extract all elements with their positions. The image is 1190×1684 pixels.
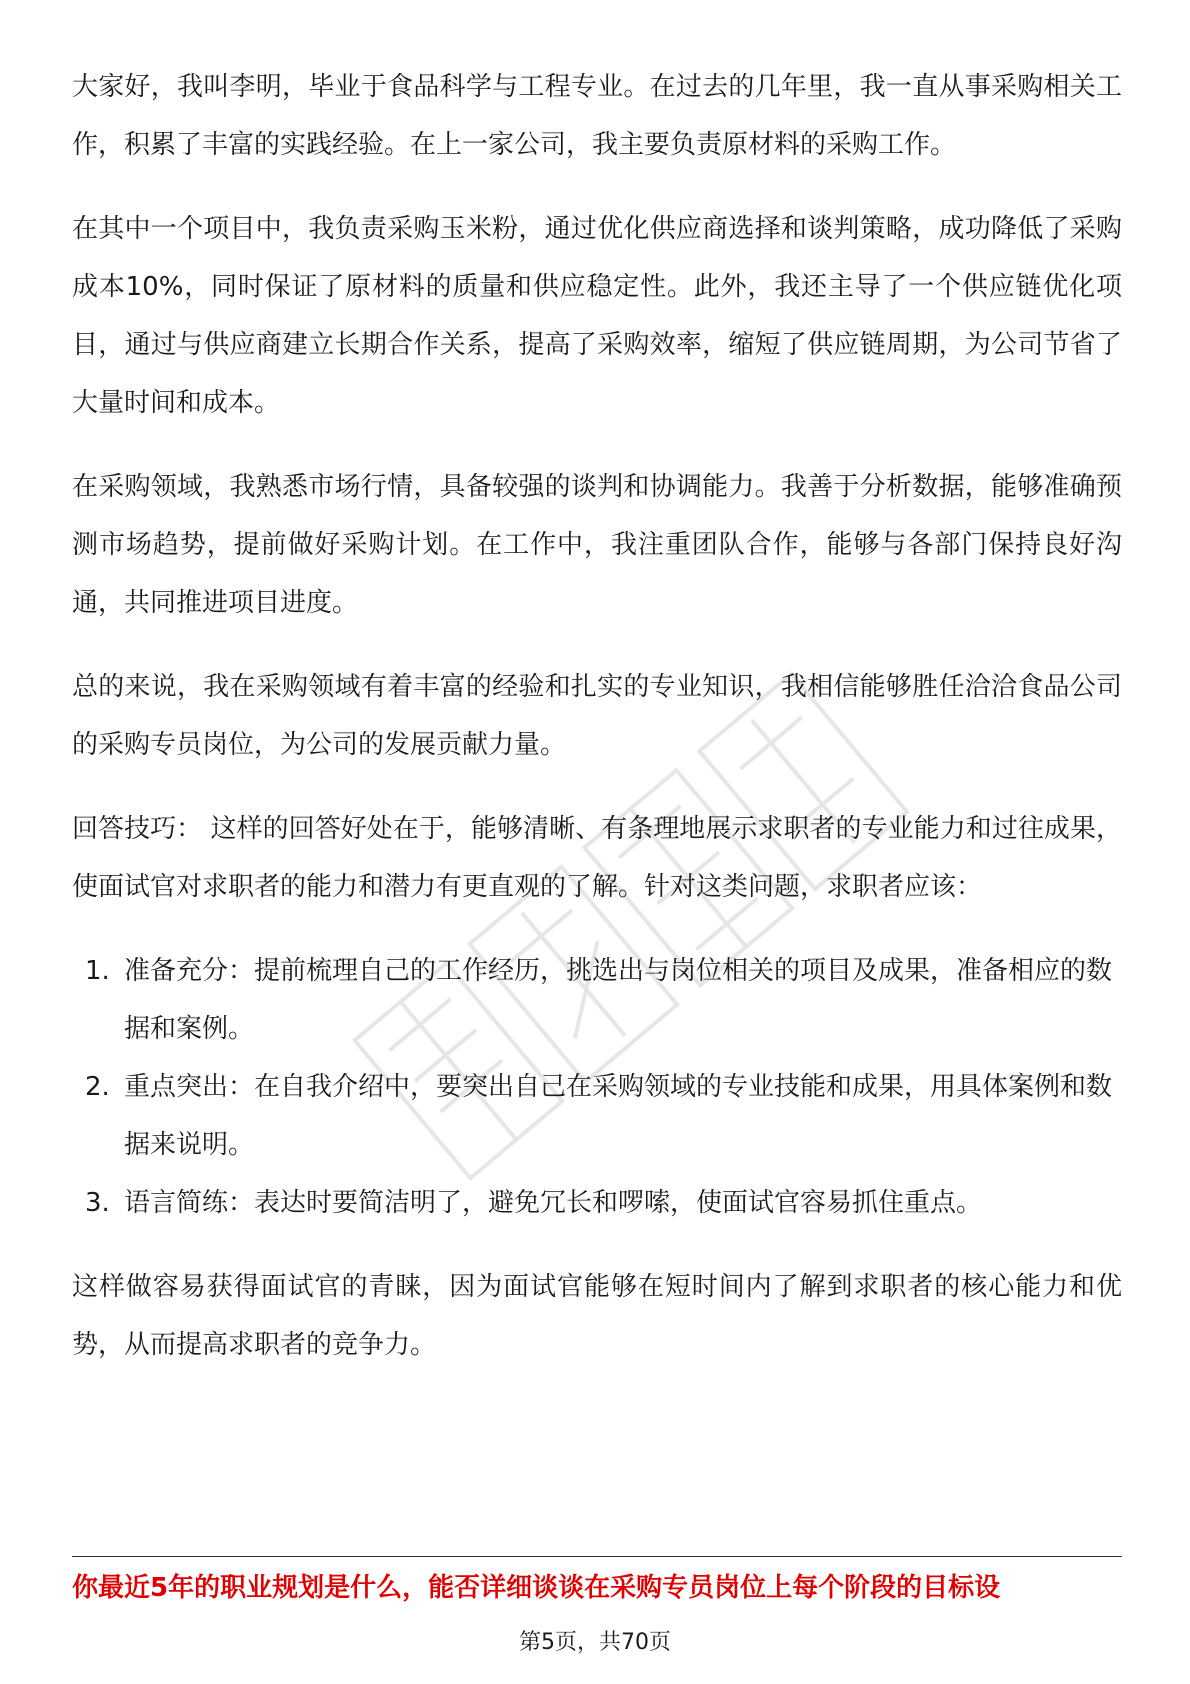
page-footer: 第5页，共70页	[519, 1630, 671, 1655]
list-item	[72, 942, 1122, 1058]
list-item-text: 语言简练：表达时要简洁明了，避免冗长和啰嗦，使面试官容易抓住重点。	[124, 1188, 983, 1218]
list-item-text: 准备充分：提前梳理自己的工作经历，挑选出与岗位相关的项目及成果，准备相应的数据和案例。	[124, 956, 1113, 1044]
list-item-number: 3.	[85, 1188, 110, 1218]
paragraph-tips-intro: 回答技巧： 这样的回答好处在于，能够清晰、有条理地展示求职者的专业能力和过往成果，使面试官对求职者的能力和潜力有更直观的了解。针对这类问题，求职者应该：	[72, 814, 1122, 902]
paragraph-intro: 大家好，我叫李明，毕业于食品科学与工程专业。在过去的几年里，我一直从事采购相关工作，积累了丰富的实践经验。在上一家公司，我主要负责原材料的采购工作。	[72, 72, 1122, 160]
section-divider	[72, 1556, 1122, 1557]
list-item-number: 1.	[85, 956, 110, 986]
paragraph-closing: 这样做容易获得面试官的青睐，因为面试官能够在短时间内了解到求职者的核心能力和优势，从而提高求职者的竞争力。	[72, 1272, 1122, 1360]
paragraph-project: 在其中一个项目中，我负责采购玉米粉，通过优化供应商选择和谈判策略，成功降低了采购成本10%，同时保证了原材料的质量和供应稳定性。此外，我还主导了一个供应链优化项目，通过与供应商建立长期合作关系，提高了采购效率，缩短了供应链周期，为公司节省了大量时间和成本。	[72, 214, 1122, 418]
next-question-heading: 你最近5年的职业规划是什么，能否详细谈谈在采购专员岗位上每个阶段的目标设	[72, 1573, 1001, 1603]
list-item	[72, 1174, 1122, 1232]
list-item-number: 2.	[85, 1072, 110, 1102]
paragraph-skills: 在采购领域，我熟悉市场行情，具备较强的谈判和协调能力。我善于分析数据，能够准确预测市场趋势，提前做好采购计划。在工作中，我注重团队合作，能够与各部门保持良好沟通，共同推进项目进度。	[72, 472, 1122, 618]
list-item	[72, 1058, 1122, 1174]
tips-list	[72, 942, 1122, 1232]
document-body	[72, 58, 1122, 1400]
paragraph-summary: 总的来说，我在采购领域有着丰富的经验和扎实的专业知识，我相信能够胜任洽洽食品公司的采购专员岗位，为公司的发展贡献力量。	[72, 672, 1122, 760]
list-item-text: 重点突出：在自我介绍中，要突出自己在采购领域的专业技能和成果，用具体案例和数据来说明。	[124, 1072, 1113, 1160]
